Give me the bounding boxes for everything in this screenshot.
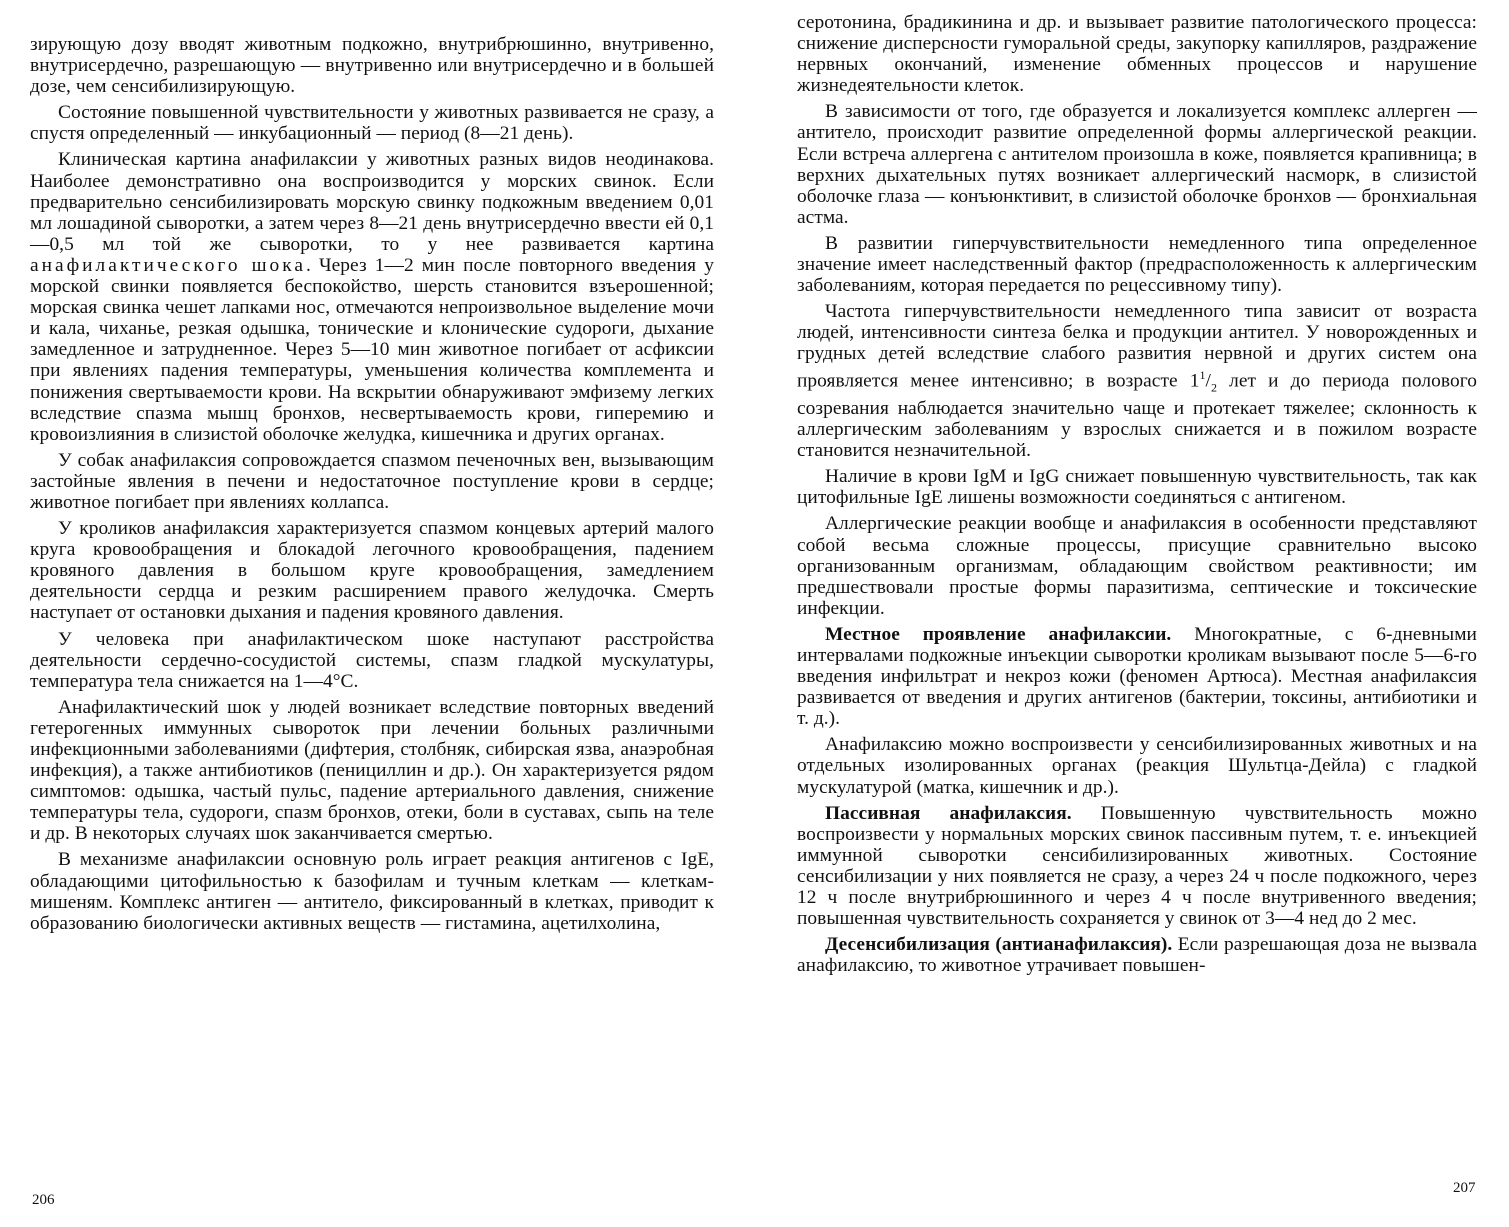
paragraph: Аллергические реакции вообще и анафилаксия в особенности представляют собой весьма сложные процессы, присущие сравнительно высоко организованным организмам, обладающим свойством реактивности; им предшествовали простые формы паразитизма, септические и токсические инфекции.	[797, 513, 1477, 619]
section-heading: Десенсибилизация (антианафилаксия).	[825, 934, 1173, 956]
text-run: . Через 1—2 мин после повторного введения у морской свинки появляется беспокойство, шерсть становится взъерошенной; морская свинка чешет лапками нос, отмечаются непроизвольное выделение мочи и кала, чиханье, резкая одышка, тонические и клонические судороги, дыхание замедленное и затрудненное. Через 5—10 мин животное погибает от асфиксии при явлениях падения температуры, уменьшения количества комплемента и понижения свертываемости крови. На вскрытии обнаруживают эмфизему легких вследствие спазма мышц бронхов, несвертываемость крови, гиперемию и кровоизлияния в слизистой оболочке желудка, кишечника и других органах.	[30, 254, 714, 445]
paragraph: У собак анафилаксия сопровождается спазмом печеночных вен, вызывающим застойные явления в печени и недостаточное поступление крови в сердце; животное погибает при явлениях коллапса.	[30, 449, 714, 513]
paragraph: Состояние повышенной чувствительности у животных развивается не сразу, а спустя определенный — инкубационный — период (8—21 день).	[30, 102, 714, 145]
paragraph: В развитии гиперчувствительности немедленного типа определенное значение имеет наследственный фактор (предрасположенность к аллергическим заболеваниям, которая передается по рецессивному типу).	[797, 232, 1477, 297]
text-run: лет и до периода полового созревания наблюдается значительно чаще и протекает тяжелее; склонность к аллергическим заболеваниям у взрослых снижается и в пожилом возрасте становится незначительной.	[797, 369, 1477, 462]
paragraph: зирующую дозу вводят животным подкожно, внутрибрюшинно, внутривенно, внутрисердечно, разрешающую — внутривенно или внутрисердечно и в большей дозе, чем сенсибилизирующую.	[30, 34, 714, 98]
paragraph: Анафилаксию можно воспроизвести у сенсибилизированных животных и на отдельных изолированных органах (реакция Шультца-Дейла) с гладкой мускулатурой (матка, кишечник и др.).	[797, 734, 1477, 798]
section-heading: Местное проявление анафилаксии.	[825, 623, 1172, 645]
paragraph: Анафилактический шок у людей возникает вследствие повторных введений гетерогенных иммунных сывороток при лечении больных различными инфекционными заболеваниями (дифтерия, столбняк, сибирская язва, анаэробная инфекция), а также антибиотиков (пенициллин и др.). Он характеризуется рядом симптомов: одышка, частый пульс, падение артериального давления, снижение температуры тела, судороги, спазм бронхов, отеки, боли в суставах, сыпь на теле и др. В некоторых случаях шок заканчивается смертью.	[30, 696, 714, 845]
text-run: Повышенную чувствительность можно воспроизвести у нормальных морских свинок пассивным путем, т. е. инъекцией иммунной сыворотки сенсибилизированных животных. Состояние сенсибилизации у них появляется не сразу, а через 24 ч после подкожного, через 12 ч после внутрибрюшинного и через 4 ч после внутривенного введения; повышенная чувствительность сохраняется у свинок от 3—4 нед до 2 мес.	[797, 802, 1477, 930]
page-number-left: 206	[32, 1192, 55, 1208]
left-page	[30, 34, 714, 939]
text-run: Многократные, с 6-дневными интервалами подкожные инъекции сыворотки кроликам вызывают после 5—6-го введения инфильтрат и некроз кожи (феномен Артюса). Местная анафилаксия развивается от введения и других антигенов (бактерии, токсины, антибиотики и т. д.).	[797, 623, 1477, 730]
paragraph	[797, 624, 1477, 729]
text-run: Частота гиперчувствительности немедленного типа зависит от возраста людей, интенсивности синтеза белка и продукции антител. У новорожденных и грудных детей вследствие слабого развития нервной и других систем она проявляется менее интенсивно; в возрасте 1	[797, 301, 1477, 391]
fraction-denominator: 2	[1210, 379, 1218, 394]
paragraph	[30, 149, 714, 444]
paragraph: серотонина, брадикинина и др. и вызывает развитие патологического процесса: снижение дисперсности гуморальной среды, закупорку капилляров, раздражение нервных окончаний, изменение обменных процессов и нарушение жизнедеятельности клеток.	[797, 12, 1477, 97]
paragraph: В зависимости от того, где образуется и локализуется комплекс аллерген — антитело, происходит развитие определенной формы аллергической реакции. Если встреча аллергена с антителом произошла в коже, появляется крапивница; в верхних дыхательных путях возникает аллергический насморк, в слизистой оболочке глаза — конъюнктивит, в слизистой оболочке бронхов — бронхиальная астма.	[797, 101, 1477, 228]
paragraph: Наличие в крови IgM и IgG снижает повышенную чувствительность, так как цитофильные IgE лишены возможности соединяться с антигеном.	[797, 466, 1477, 509]
spaced-term: анафилактического шока	[30, 254, 306, 276]
paragraph: Частота гиперчувствительности немедленного типа зависит от возраста людей, интенсивности синтеза белка и продукции антител. У новорожденных и грудных детей вследствие слабого развития нервной и других систем она проявляется менее интенсивно; в возрасте $1^1/_2$ лет и до периода полового созревания наблюдается значительно чаще и протекает тяжелее; склонность к аллергическим заболеваниям у взрослых снижается и в пожилом возрасте становится незначительной.	[797, 301, 1477, 462]
text-run: Клиническая картина анафилаксии у животных разных видов неодинакова. Наиболее демонстративно она воспроизводится у морских свинок. Если предварительно сенсибилизировать морскую свинку подкожным введением 0,01 мл лошадиной сыворотки, а затем через 8—21 день внутрисердечно ввести ей 0,1—0,5 мл той же сыворотки, то у нее развивается картина	[30, 149, 714, 255]
paragraph: В механизме анафилаксии основную роль играет реакция антигенов с IgE, обладающими цитофильностью к базофилам и тучным клеткам — клеткам-мишеням. Комплекс антиген — антитело, фиксированный в клетках, приводит к образованию биологически активных веществ — гистамина, ацетилхолина,	[30, 849, 714, 934]
fraction-numerator: 1	[1199, 367, 1206, 382]
page-number-right: 207	[1453, 1180, 1476, 1196]
paragraph: У кроликов анафилаксия характеризуется спазмом концевых артерий малого круга кровообращения и блокадой легочного кровообращения, падением кровяного давления в большом круге кровообращения, замедлением деятельности сердца и резким расширением правого желудочка. Смерть наступает от остановки дыхания и падения кровяного давления.	[30, 518, 714, 624]
paragraph	[797, 803, 1477, 930]
section-heading: Пассивная анафилаксия.	[825, 802, 1072, 824]
paragraph: У человека при анафилактическом шоке наступают расстройства деятельности сердечно-сосудистой системы, спазм гладкой мускулатуры, температура тела снижается на 1—4°С.	[30, 628, 714, 692]
paragraph	[797, 934, 1477, 976]
text-run: Если разрешающая доза не вызвала анафилаксию, то животное утрачивает повышен-	[797, 934, 1478, 977]
right-page	[797, 12, 1477, 981]
